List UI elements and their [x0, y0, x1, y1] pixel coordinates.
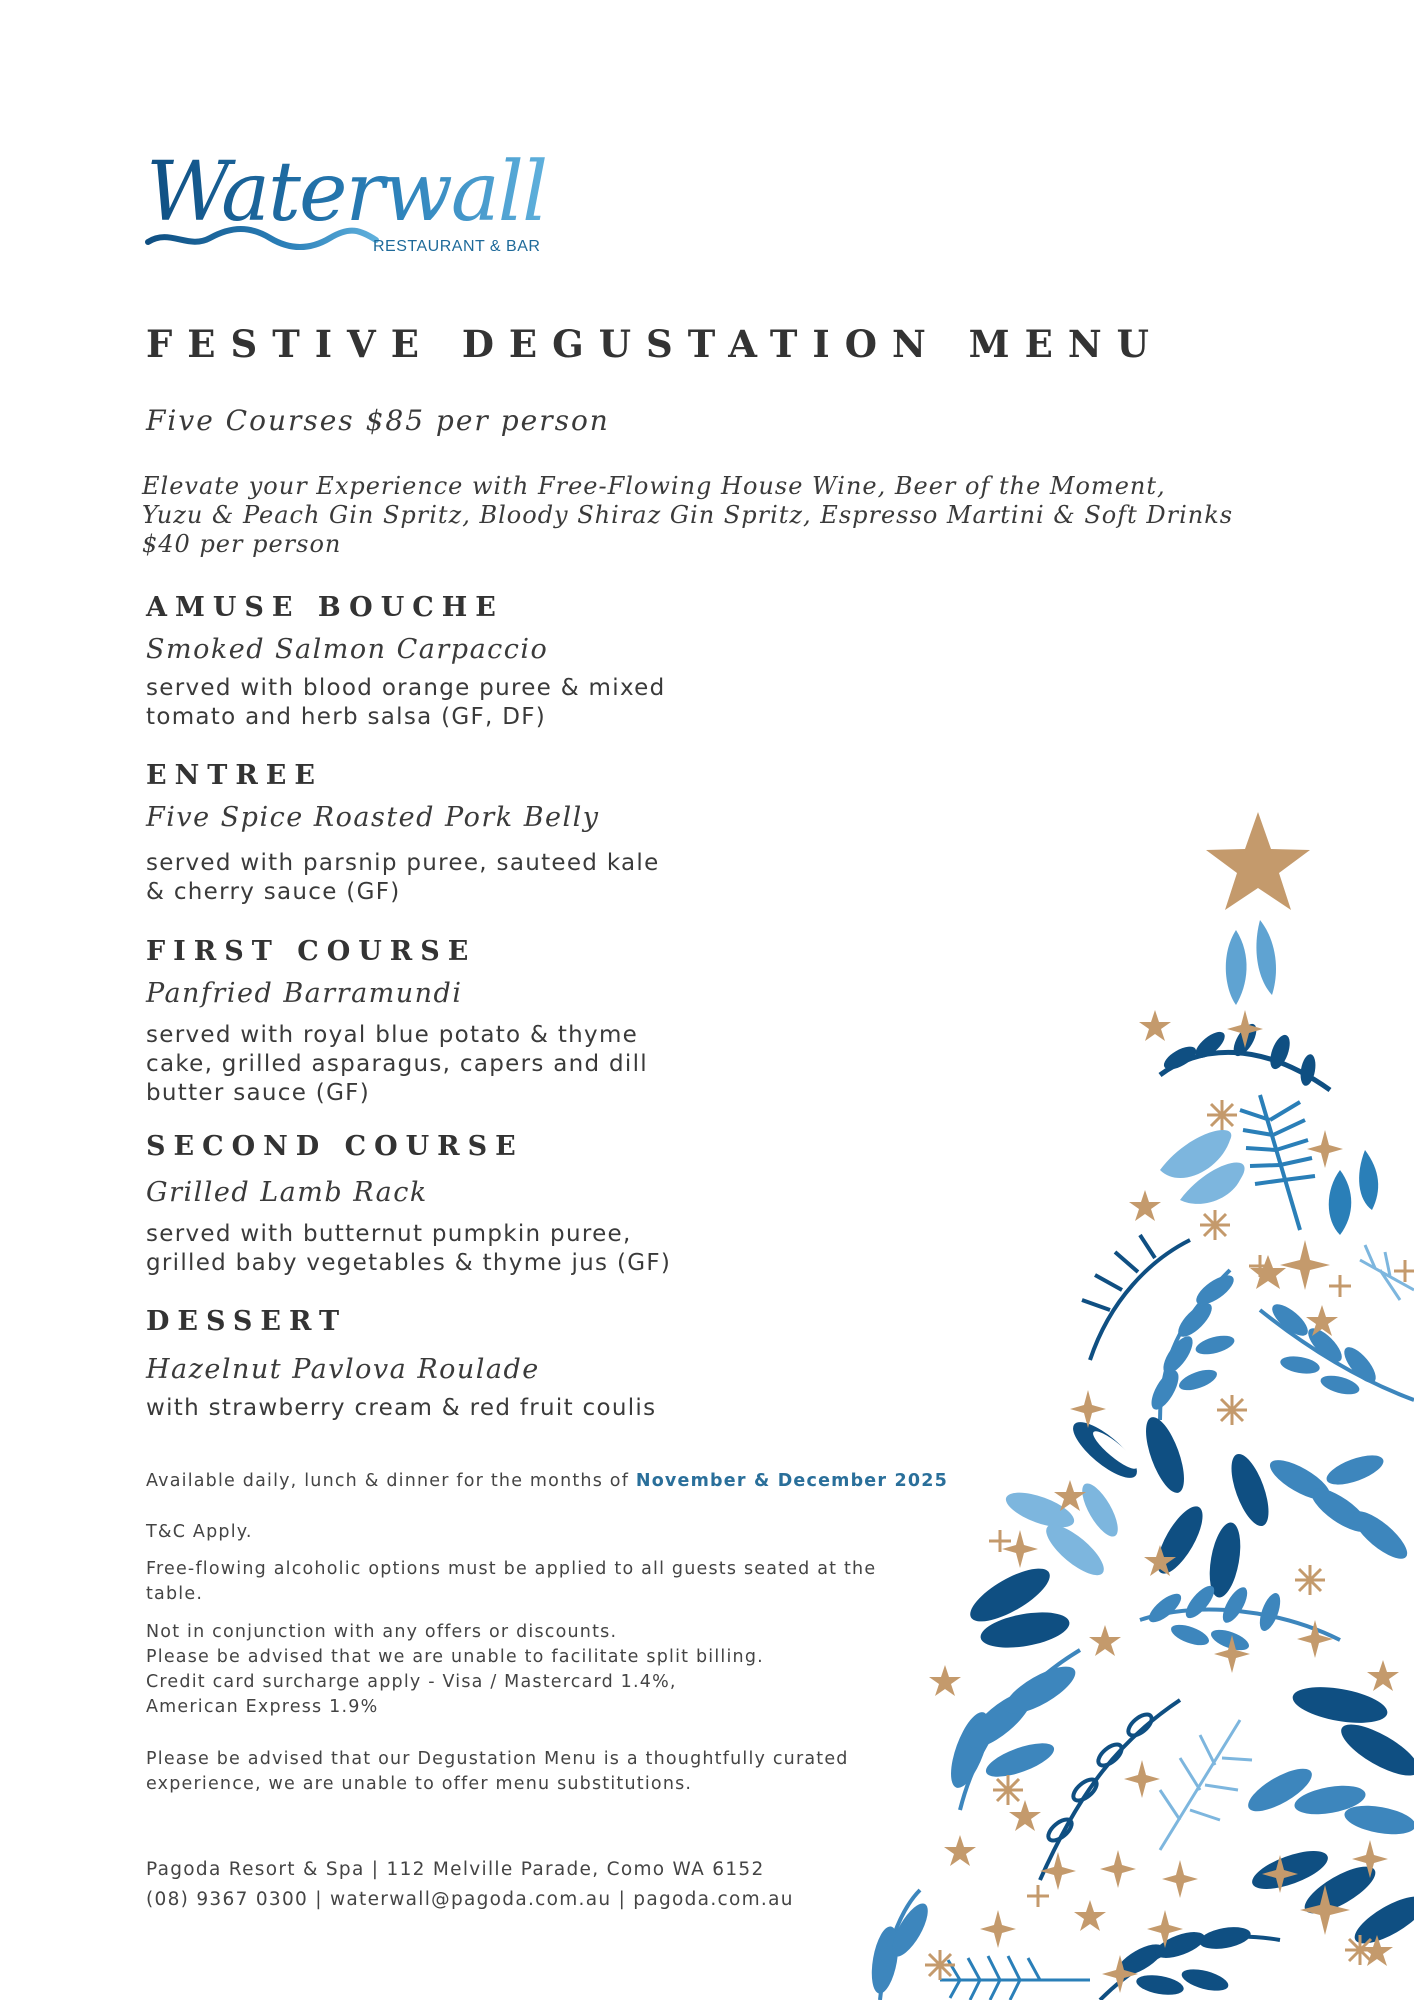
terms-free-flowing [146, 1557, 946, 1607]
description-line: & cherry sauce (GF) [146, 879, 401, 905]
terms-line: Credit card surcharge apply - Visa / Mastercard 1.4%, [146, 1672, 677, 1692]
description-line: butter sauce (GF) [146, 1080, 370, 1106]
star-icon [1206, 812, 1310, 910]
upgrade-line: Elevate your Experience with Free-Flowing House Wine, Beer of the Moment, [142, 472, 1166, 500]
upgrade-line: Yuzu & Peach Gin Spritz, Bloody Shiraz Gin Spritz, Espresso Martini & Soft Drinks [142, 501, 1234, 529]
dish-description [146, 1021, 766, 1108]
dish-description [146, 674, 766, 732]
terms-line: T&C Apply. [146, 1522, 253, 1542]
dish-description [146, 1394, 766, 1423]
course-heading: ENTREE [146, 760, 323, 791]
course-heading: SECOND COURSE [146, 1131, 524, 1162]
course-heading: DESSERT [146, 1306, 348, 1337]
footer-address: Pagoda Resort & Spa | 112 Melville Parade, Como WA 6152 [146, 1859, 765, 1880]
availability-text: Available daily, lunch & dinner for the months of [146, 1471, 636, 1491]
description-line: tomato and herb salsa (GF, DF) [146, 704, 547, 730]
course-heading: AMUSE BOUCHE [146, 592, 504, 623]
terms-line: Please be advised that our Degustation Menu is a thoughtfully curated [146, 1749, 849, 1769]
terms-line: experience, we are unable to offer menu substitutions. [146, 1774, 693, 1794]
dish-name: Hazelnut Pavlova Roulade [146, 1354, 540, 1385]
dish-name: Panfried Barramundi [146, 978, 463, 1009]
terms-substitutions [146, 1747, 946, 1797]
terms-line: table. [146, 1584, 204, 1604]
terms-line: Free-flowing alcoholic options must be applied to all guests seated at the [146, 1559, 877, 1579]
description-line: served with butternut pumpkin puree, [146, 1221, 632, 1247]
terms-line: Please be advised that we are unable to facilitate split billing. [146, 1647, 764, 1667]
tree-svg [860, 790, 1414, 2000]
dish-description [146, 1220, 766, 1278]
logo-subtitle: RESTAURANT & BAR [373, 238, 541, 255]
terms-apply [146, 1520, 946, 1545]
christmas-tree-illustration [860, 790, 1414, 2000]
terms-conditions [146, 1620, 946, 1720]
dish-name: Five Spice Roasted Pork Belly [146, 802, 600, 833]
description-line: served with blood orange puree & mixed [146, 675, 666, 701]
dish-name: Grilled Lamb Rack [146, 1177, 428, 1208]
description-line: served with parsnip puree, sauteed kale [146, 850, 660, 876]
logo-name: Waterwall [146, 145, 547, 240]
description-line: cake, grilled asparagus, capers and dill [146, 1051, 648, 1077]
availability-note [146, 1469, 946, 1494]
menu-title: FESTIVE DEGUSTATION MENU [146, 322, 1164, 366]
course-heading: FIRST COURSE [146, 936, 477, 967]
terms-line: American Express 1.9% [146, 1697, 379, 1717]
menu-price: Five Courses $85 per person [146, 404, 610, 437]
dish-name: Smoked Salmon Carpaccio [146, 634, 549, 665]
waterwall-logo [140, 138, 580, 268]
drinks-upgrade [142, 472, 1392, 559]
footer-contact: (08) 9367 0300 | waterwall@pagoda.com.au | pagoda.com.au [146, 1889, 794, 1910]
availability-months: November & December 2025 [635, 1471, 948, 1491]
description-line: grilled baby vegetables & thyme jus (GF) [146, 1250, 672, 1276]
description-line: served with royal blue potato & thyme [146, 1022, 639, 1048]
terms-line: Not in conjunction with any offers or discounts. [146, 1622, 618, 1642]
description-line: with strawberry cream & red fruit coulis [146, 1395, 657, 1421]
upgrade-line: $40 per person [142, 530, 342, 558]
dish-description [146, 849, 766, 907]
